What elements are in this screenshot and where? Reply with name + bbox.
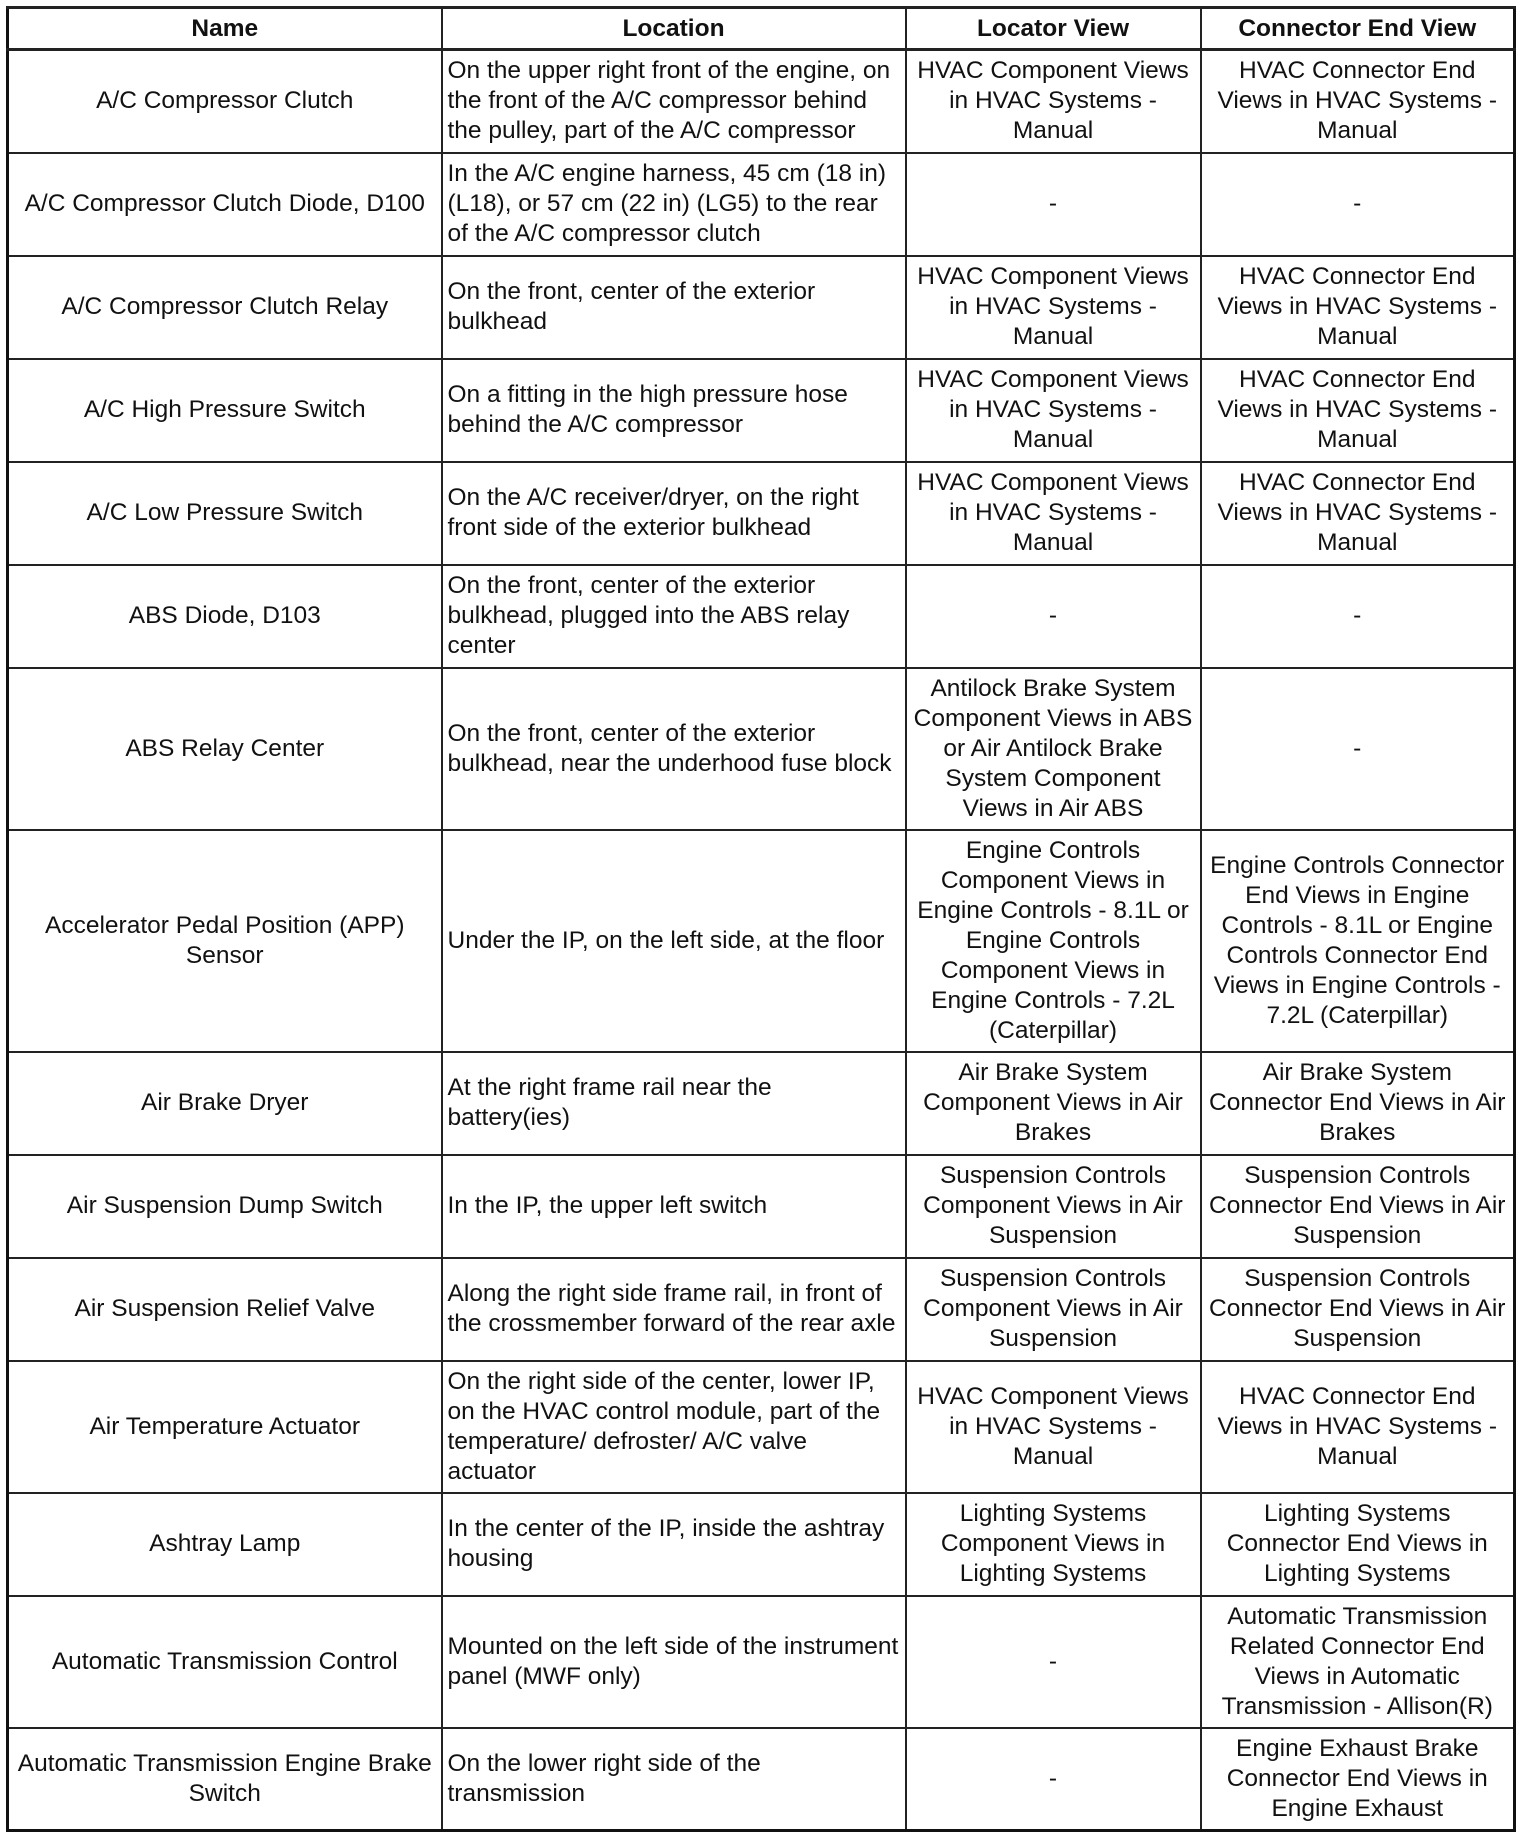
header-name: Name <box>8 8 442 50</box>
table-row <box>8 359 1515 462</box>
cell-location: Along the right side frame rail, in front of the crossmember forward of the rear axle <box>442 1258 906 1361</box>
cell-connector-end-view: - <box>1201 153 1515 256</box>
cell-locator-view: HVAC Component Views in HVAC Systems - Manual <box>906 50 1201 153</box>
header-connector-end-view: Connector End View <box>1201 8 1515 50</box>
cell-location: On the lower right side of the transmission <box>442 1728 906 1831</box>
table-row <box>8 1728 1515 1831</box>
cell-connector-end-view: - <box>1201 565 1515 668</box>
table-row <box>8 1258 1515 1361</box>
cell-location: At the right frame rail near the battery(ies) <box>442 1052 906 1155</box>
cell-name: Accelerator Pedal Position (APP) Sensor <box>8 830 442 1052</box>
cell-locator-view: - <box>906 153 1201 256</box>
table-row <box>8 50 1515 153</box>
cell-connector-end-view: HVAC Connector End Views in HVAC Systems - Manual <box>1201 359 1515 462</box>
cell-locator-view: HVAC Component Views in HVAC Systems - Manual <box>906 462 1201 565</box>
cell-location: On the A/C receiver/dryer, on the right front side of the exterior bulkhead <box>442 462 906 565</box>
cell-connector-end-view: HVAC Connector End Views in HVAC Systems - Manual <box>1201 1361 1515 1493</box>
table-row <box>8 1493 1515 1596</box>
cell-locator-view: Antilock Brake System Component Views in ABS or Air Antilock Brake System Component Views in Air ABS <box>906 668 1201 830</box>
cell-location: Under the IP, on the left side, at the floor <box>442 830 906 1052</box>
header-locator-view: Locator View <box>906 8 1201 50</box>
cell-connector-end-view: Engine Exhaust Brake Connector End Views in Engine Exhaust <box>1201 1728 1515 1831</box>
cell-name: A/C Compressor Clutch <box>8 50 442 153</box>
cell-name: A/C Compressor Clutch Relay <box>8 256 442 359</box>
table-row <box>8 462 1515 565</box>
cell-name: Air Brake Dryer <box>8 1052 442 1155</box>
table-row <box>8 1596 1515 1728</box>
cell-name: ABS Diode, D103 <box>8 565 442 668</box>
header-location: Location <box>442 8 906 50</box>
cell-locator-view: Air Brake System Component Views in Air Brakes <box>906 1052 1201 1155</box>
table-row <box>8 1361 1515 1493</box>
table-row <box>8 668 1515 830</box>
cell-name: A/C High Pressure Switch <box>8 359 442 462</box>
cell-connector-end-view: HVAC Connector End Views in HVAC Systems - Manual <box>1201 462 1515 565</box>
cell-location: On the front, center of the exterior bulkhead, near the underhood fuse block <box>442 668 906 830</box>
cell-name: Automatic Transmission Control <box>8 1596 442 1728</box>
cell-location: On a fitting in the high pressure hose behind the A/C compressor <box>442 359 906 462</box>
cell-connector-end-view: Air Brake System Connector End Views in Air Brakes <box>1201 1052 1515 1155</box>
table-row <box>8 153 1515 256</box>
cell-connector-end-view: Automatic Transmission Related Connector End Views in Automatic Transmission - Allison(R) <box>1201 1596 1515 1728</box>
cell-location: On the upper right front of the engine, on the front of the A/C compressor behind the pulley, part of the A/C compressor <box>442 50 906 153</box>
cell-locator-view: HVAC Component Views in HVAC Systems - Manual <box>906 1361 1201 1493</box>
header-row <box>8 8 1515 50</box>
cell-name: Air Temperature Actuator <box>8 1361 442 1493</box>
cell-name: Air Suspension Relief Valve <box>8 1258 442 1361</box>
table-row <box>8 1052 1515 1155</box>
cell-connector-end-view: - <box>1201 668 1515 830</box>
cell-location: On the front, center of the exterior bulkhead <box>442 256 906 359</box>
table-row <box>8 830 1515 1052</box>
cell-locator-view: HVAC Component Views in HVAC Systems - Manual <box>906 256 1201 359</box>
cell-name: ABS Relay Center <box>8 668 442 830</box>
cell-connector-end-view: HVAC Connector End Views in HVAC Systems - Manual <box>1201 50 1515 153</box>
cell-connector-end-view: Lighting Systems Connector End Views in Lighting Systems <box>1201 1493 1515 1596</box>
cell-name: Air Suspension Dump Switch <box>8 1155 442 1258</box>
cell-connector-end-view: Suspension Controls Connector End Views in Air Suspension <box>1201 1258 1515 1361</box>
cell-name: Automatic Transmission Engine Brake Switch <box>8 1728 442 1831</box>
cell-name: A/C Low Pressure Switch <box>8 462 442 565</box>
cell-location: In the A/C engine harness, 45 cm (18 in) (L18), or 57 cm (22 in) (LG5) to the rear of the A/C compressor clutch <box>442 153 906 256</box>
cell-locator-view: - <box>906 1728 1201 1831</box>
cell-location: On the front, center of the exterior bulkhead, plugged into the ABS relay center <box>442 565 906 668</box>
cell-locator-view: Suspension Controls Component Views in Air Suspension <box>906 1258 1201 1361</box>
component-locator-table <box>6 6 1516 1832</box>
cell-locator-view: Suspension Controls Component Views in Air Suspension <box>906 1155 1201 1258</box>
table-row <box>8 565 1515 668</box>
cell-location: On the right side of the center, lower IP, on the HVAC control module, part of the temperature/ defroster/ A/C valve actuator <box>442 1361 906 1493</box>
cell-locator-view: Engine Controls Component Views in Engine Controls - 8.1L or Engine Controls Component Views in Engine Controls - 7.2L (Caterpillar) <box>906 830 1201 1052</box>
cell-locator-view: - <box>906 1596 1201 1728</box>
cell-connector-end-view: Suspension Controls Connector End Views in Air Suspension <box>1201 1155 1515 1258</box>
cell-location: Mounted on the left side of the instrument panel (MWF only) <box>442 1596 906 1728</box>
table-row <box>8 1155 1515 1258</box>
cell-connector-end-view: Engine Controls Connector End Views in Engine Controls - 8.1L or Engine Controls Connector End Views in Engine Controls - 7.2L (Caterpillar) <box>1201 830 1515 1052</box>
cell-location: In the IP, the upper left switch <box>442 1155 906 1258</box>
cell-name: A/C Compressor Clutch Diode, D100 <box>8 153 442 256</box>
cell-locator-view: HVAC Component Views in HVAC Systems - Manual <box>906 359 1201 462</box>
component-locator-table-container <box>6 6 1513 1832</box>
cell-locator-view: Lighting Systems Component Views in Lighting Systems <box>906 1493 1201 1596</box>
cell-locator-view: - <box>906 565 1201 668</box>
cell-connector-end-view: HVAC Connector End Views in HVAC Systems - Manual <box>1201 256 1515 359</box>
table-row <box>8 256 1515 359</box>
cell-location: In the center of the IP, inside the ashtray housing <box>442 1493 906 1596</box>
cell-name: Ashtray Lamp <box>8 1493 442 1596</box>
